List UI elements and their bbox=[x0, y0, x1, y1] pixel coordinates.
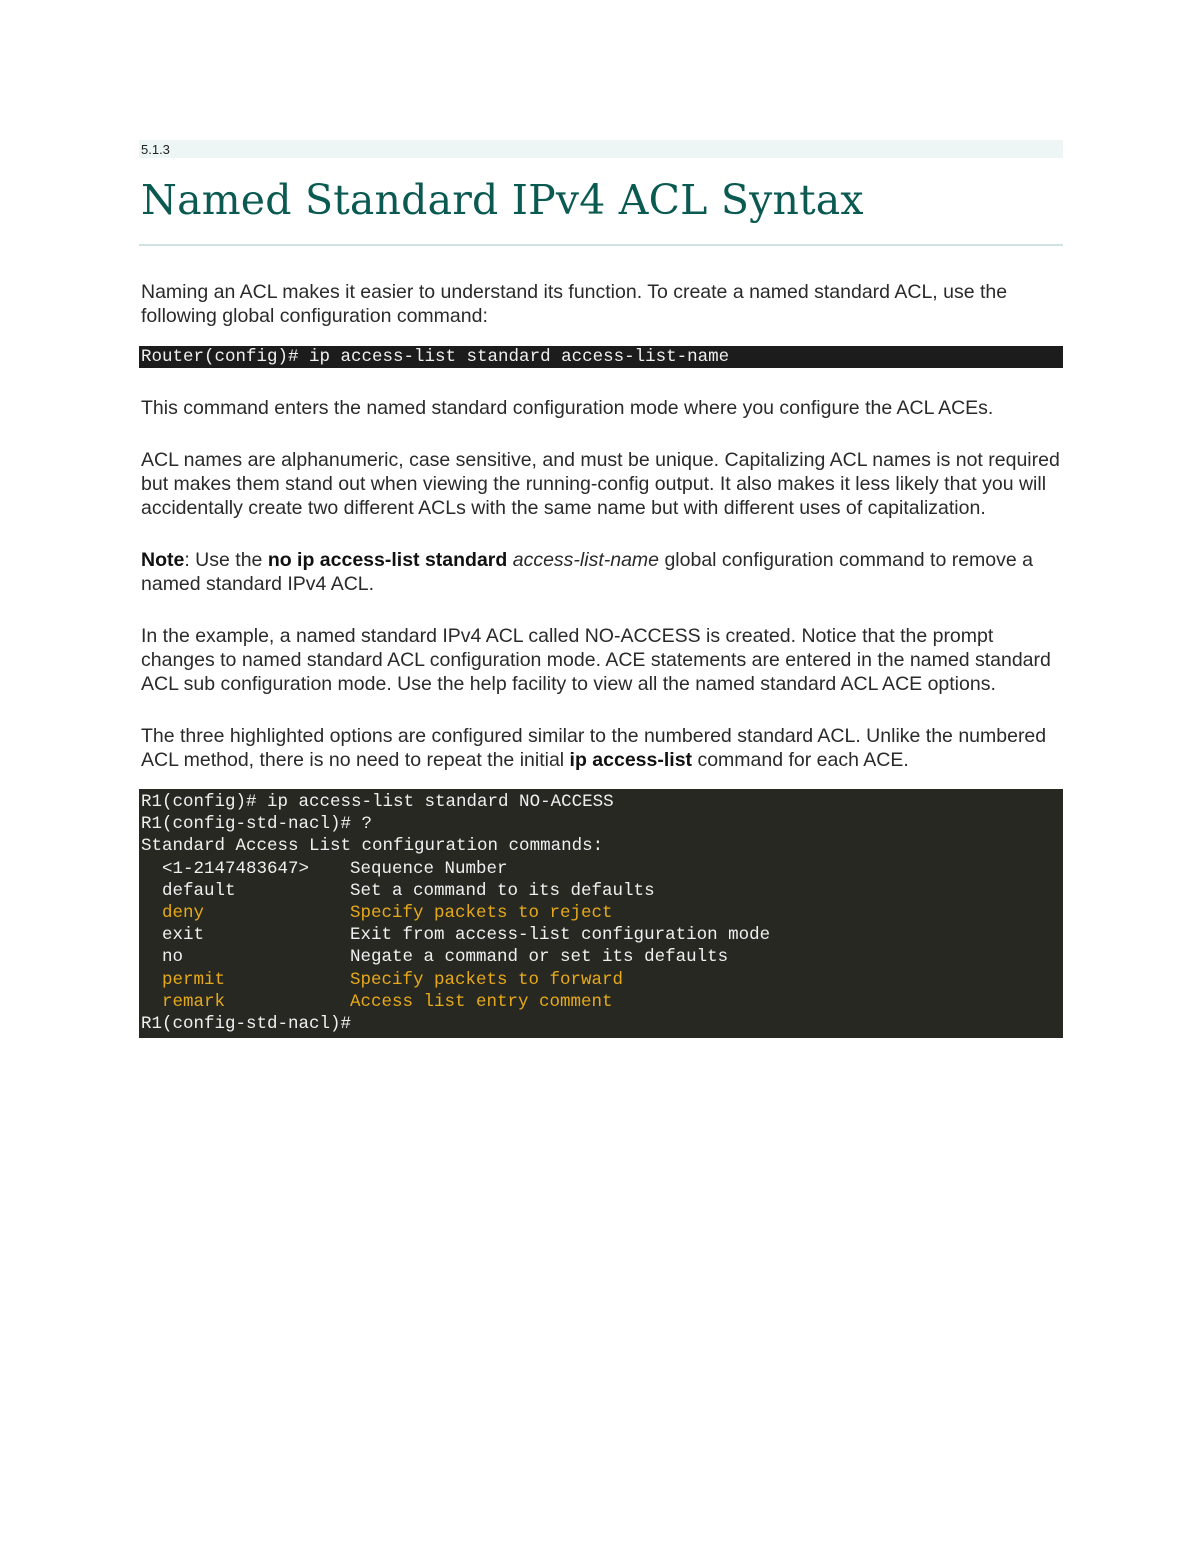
cli-option-description: Set a command to its defaults bbox=[350, 880, 655, 901]
cli-option-row bbox=[141, 969, 1063, 991]
note-text-2: global configuration command to remove a named standard IPv4 ACL. bbox=[141, 549, 1033, 595]
cli-output-block bbox=[139, 789, 1063, 1038]
title-divider bbox=[139, 244, 1063, 246]
cli-option-name: no bbox=[162, 947, 184, 968]
highlight-text-2: command for each ACE. bbox=[692, 749, 909, 771]
cli-option-description: Access list entry comment bbox=[350, 991, 613, 1012]
cli-option-description: Sequence Number bbox=[350, 858, 508, 879]
note-label: Note bbox=[141, 549, 185, 571]
cli-prompt-line: R1(config-std-nacl)# bbox=[141, 1013, 352, 1034]
section-number: 5.1.3 bbox=[139, 140, 1063, 158]
note-command: no ip access-list standard bbox=[267, 549, 508, 571]
highlight-bold-command: ip access-list bbox=[569, 749, 693, 771]
cli-option-row bbox=[141, 858, 1063, 880]
cli-option-name: default bbox=[162, 880, 236, 901]
cli-option-description: Specify packets to forward bbox=[350, 969, 624, 990]
cli-line: R1(config-std-nacl)# ? bbox=[141, 814, 373, 835]
acl-names-paragraph: ACL names are alphanumeric, case sensitive, and must be unique. Capitalizing ACL names is not required but makes them stand out when viewing the running-config output. It also makes it less likely that you will accidentally create two different ACLs with the same name but with different uses of capitalization. bbox=[141, 449, 1060, 519]
cli-option-name: permit bbox=[162, 969, 226, 990]
note-argument: access-list-name bbox=[512, 549, 660, 571]
enters-mode-paragraph: This command enters the named standard configuration mode where you configure the ACL ACEs. bbox=[141, 397, 994, 419]
highlight-text-1: The three highlighted options are configured similar to the numbered standard ACL. Unlike the numbered ACL method, there is no need to repeat the initial bbox=[141, 725, 1047, 771]
cli-option-name: <1-2147483647> bbox=[162, 858, 310, 879]
cli-option-row bbox=[141, 902, 1063, 924]
cli-option-row bbox=[141, 991, 1063, 1013]
cli-option-description: Exit from access-list configuration mode bbox=[350, 925, 771, 946]
cli-option-name: deny bbox=[162, 902, 205, 923]
page-title: Named Standard IPv4 ACL Syntax bbox=[141, 176, 864, 224]
cli-option-row bbox=[141, 924, 1063, 946]
cli-option-description: Negate a command or set its defaults bbox=[350, 947, 729, 968]
cli-options-list bbox=[141, 858, 1063, 1013]
cli-option-name: remark bbox=[162, 991, 226, 1012]
cli-line: Standard Access List configuration commands: bbox=[141, 836, 604, 857]
note-paragraph bbox=[141, 548, 1063, 596]
command-syntax-block: Router(config)# ip access-list standard access-list-name bbox=[139, 346, 1063, 368]
document-page bbox=[139, 140, 1063, 1038]
example-paragraph: In the example, a named standard IPv4 ACL called NO-ACCESS is created. Notice that the prompt changes to named standard ACL configuration mode. ACE statements are entered in the named standard ACL sub configuration mode. Use the help facility to view all the named standard ACL ACE options. bbox=[141, 625, 1051, 695]
intro-paragraph: Naming an ACL makes it easier to understand its function. To create a named standard ACL, use the following global configuration command: bbox=[141, 281, 1008, 327]
cli-line: R1(config)# ip access-list standard NO-ACCESS bbox=[141, 792, 614, 812]
cli-option-description: Specify packets to reject bbox=[350, 902, 613, 923]
cli-option-name: exit bbox=[162, 925, 205, 946]
note-text-1: : Use the bbox=[184, 549, 268, 571]
cli-option-row bbox=[141, 880, 1063, 902]
cli-option-row bbox=[141, 946, 1063, 968]
highlight-paragraph bbox=[141, 724, 1063, 772]
